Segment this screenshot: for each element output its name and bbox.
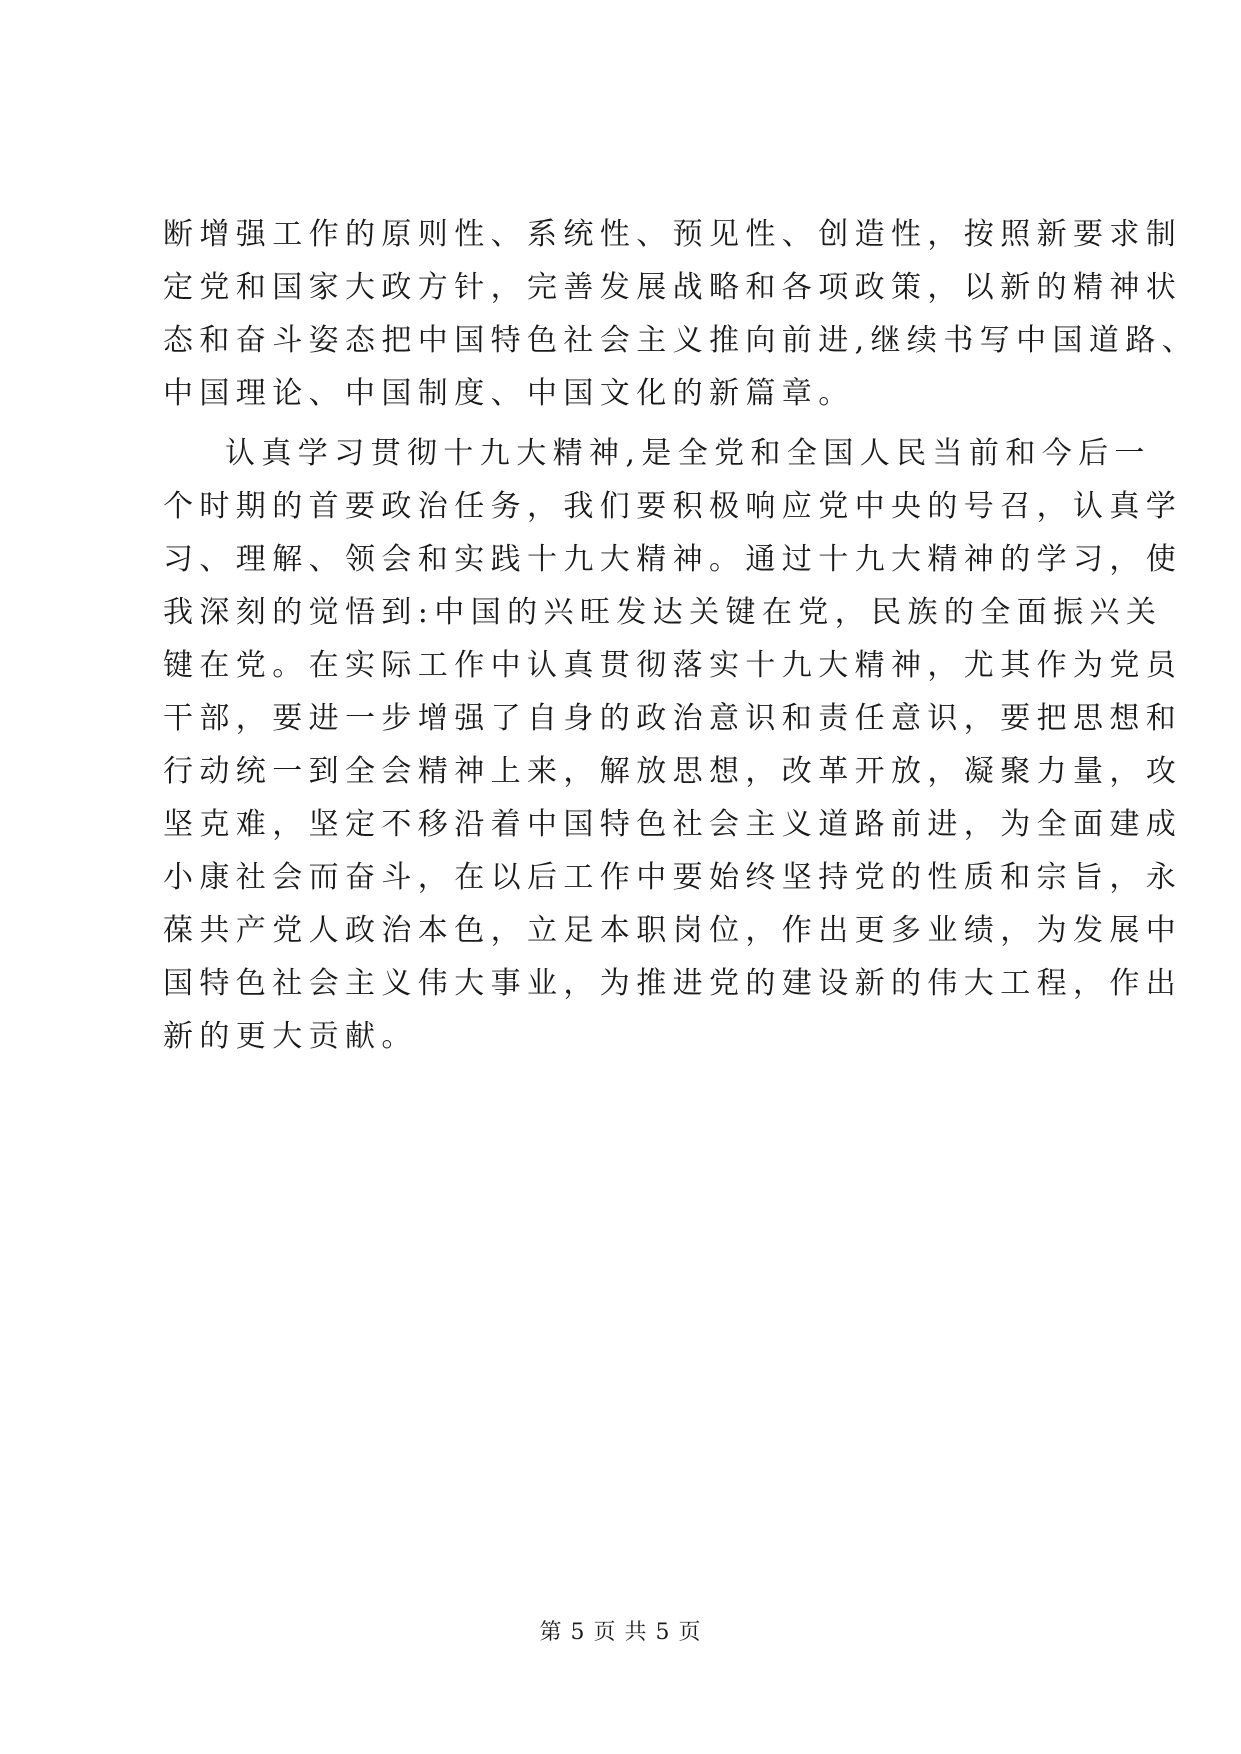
paragraph-2-line-10: 葆共产党人政治本色，立足本职岗位，作出更多业绩，为发展中 <box>163 913 1183 948</box>
paragraph-2-line-9: 小康社会而奋斗，在以后工作中要始终坚持党的性质和宗旨，永 <box>163 860 1183 895</box>
paragraph-1-line-2: 定党和国家大政方针，完善发展战略和各项政策，以新的精神状 <box>163 270 1183 305</box>
paragraph-2-line-8: 坚克难，坚定不移沿着中国特色社会主义道路前进，为全面建成 <box>163 807 1183 842</box>
paragraph-1-line-1: 断增强工作的原则性、系统性、预见性、创造性，按照新要求制 <box>163 217 1183 252</box>
paragraph-2-line-3: 习、理解、领会和实践十九大精神。通过十九大精神的学习，使 <box>163 542 1183 577</box>
paragraph-1-line-3: 态和奋斗姿态把中国特色社会主义推向前进,继续书写中国道路、 <box>163 323 1199 358</box>
paragraph-2-line-2: 个时期的首要政治任务，我们要积极响应党中央的号召，认真学 <box>163 489 1183 524</box>
paragraph-2-line-7: 行动统一到全会精神上来，解放思想，改革开放，凝聚力量，攻 <box>163 754 1183 789</box>
paragraph-2-line-1: 认真学习贯彻十九大精神,是全党和全国人民当前和今后一 <box>225 436 1151 471</box>
page-number-footer: 第 5 页 共 5 页 <box>539 1620 702 1645</box>
paragraph-1-line-4: 中国理论、中国制度、中国文化的新篇章。 <box>163 376 855 411</box>
paragraph-2-line-11: 国特色社会主义伟大事业，为推进党的建设新的伟大工程，作出 <box>163 966 1183 1001</box>
paragraph-2-line-4: 我深刻的觉悟到:中国的兴旺发达关键在党，民族的全面振兴关 <box>163 595 1163 630</box>
paragraph-2-line-12: 新的更大贡献。 <box>163 1019 418 1054</box>
paragraph-2-line-5: 键在党。在实际工作中认真贯彻落实十九大精神，尤其作为党员 <box>163 648 1183 683</box>
paragraph-2-line-6: 干部，要进一步增强了自身的政治意识和责任意识，要把思想和 <box>163 701 1183 736</box>
